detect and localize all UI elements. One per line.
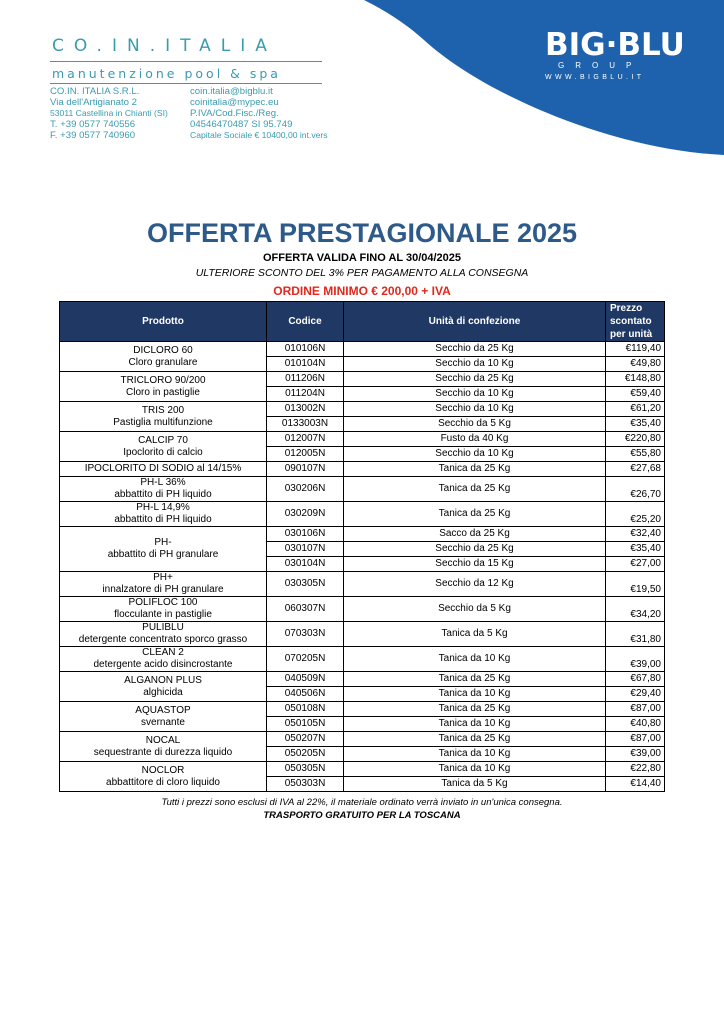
product-name: NOCLOR [141, 764, 185, 776]
unit-cell: Tanica da 5 Kg [344, 777, 606, 792]
code-cell: 011204N [267, 387, 344, 402]
price-cell: €25,20 [606, 502, 665, 527]
product-description: flocculante in pastiglie [114, 609, 212, 620]
product-cell [60, 527, 267, 572]
product-description: Pastiglia multifunzione [113, 416, 213, 428]
code-cell: 050207N [267, 732, 344, 747]
unit-cell: Secchio da 15 Kg [344, 557, 606, 572]
product-cell [60, 477, 267, 502]
code-cell: 013002N [267, 402, 344, 417]
unit-cell: Tanica da 25 Kg [344, 477, 606, 502]
product-name: DICLORO 60 [133, 344, 193, 356]
brand-corner-shape [364, 0, 724, 155]
product-description: Cloro in pastiglie [126, 386, 200, 398]
unit-cell: Secchio da 10 Kg [344, 387, 606, 402]
price-cell: €67,80 [606, 672, 665, 687]
price-cell: €87,00 [606, 732, 665, 747]
code-cell: 040509N [267, 672, 344, 687]
code-cell: 030305N [267, 572, 344, 597]
unit-cell: Secchio da 10 Kg [344, 402, 606, 417]
company-contact-block [190, 86, 328, 141]
company-capital: Capitale Sociale € 10400,00 int.vers [190, 130, 328, 140]
company-pec: coinitalia@mypec.eu [190, 97, 279, 108]
price-cell: €59,40 [606, 387, 665, 402]
table-header-row [60, 302, 665, 342]
unit-cell: Tanica da 5 Kg [344, 622, 606, 647]
product-description: svernante [141, 716, 185, 728]
table-row [60, 402, 665, 417]
price-cell: €148,80 [606, 372, 665, 387]
bigblu-website: WWW.BIGBLU.IT [545, 74, 645, 81]
company-fax: F. +39 0577 740960 [50, 130, 136, 141]
price-cell: €34,20 [606, 597, 665, 622]
unit-cell: Tanica da 25 Kg [344, 462, 606, 477]
page-title: OFFERTA PRESTAGIONALE 2025 [146, 218, 578, 248]
price-cell: €39,00 [606, 647, 665, 672]
product-name: PH- [154, 537, 172, 548]
table-row [60, 432, 665, 447]
product-cell [60, 702, 267, 732]
product-cell [60, 342, 267, 372]
price-cell: €87,00 [606, 702, 665, 717]
company-vat-number: 04546470487 SI 95.749 [190, 119, 293, 130]
product-name: POLIFLOC 100 [128, 597, 198, 608]
code-cell: 0133003N [267, 417, 344, 432]
product-name: AQUASTOP [135, 704, 191, 716]
company-phone: T. +39 0577 740556 [50, 119, 136, 130]
unit-cell: Secchio da 10 Kg [344, 447, 606, 462]
code-cell: 030107N [267, 542, 344, 557]
price-cell: €39,00 [606, 747, 665, 762]
unit-cell: Secchio da 25 Kg [344, 372, 606, 387]
company-email: coin.italia@bigblu.it [190, 86, 273, 97]
code-cell: 030206N [267, 477, 344, 502]
product-name: PH-L 36% [140, 477, 186, 488]
unit-cell: Tanica da 25 Kg [344, 672, 606, 687]
code-cell: 010106N [267, 342, 344, 357]
unit-cell: Tanica da 10 Kg [344, 647, 606, 672]
company-vat-label: P.IVA/Cod.Fisc./Reg. [190, 108, 279, 119]
table-row [60, 527, 665, 542]
price-cell: €29,40 [606, 687, 665, 702]
price-cell: €27,00 [606, 557, 665, 572]
product-cell [60, 672, 267, 702]
product-description: abbattito di PH liquido [114, 489, 212, 500]
company-tagline: manutenzione pool & spa [52, 66, 281, 81]
unit-cell: Tanica da 10 Kg [344, 747, 606, 762]
code-cell: 012007N [267, 432, 344, 447]
unit-cell: Tanica da 25 Kg [344, 702, 606, 717]
product-name: ALGANON PLUS [124, 674, 202, 686]
header-divider [50, 83, 322, 84]
unit-cell: Secchio da 25 Kg [344, 342, 606, 357]
header-divider [50, 61, 322, 62]
table-row [60, 597, 665, 622]
product-name: PH-L 14,9% [136, 502, 190, 513]
offer-extra-discount: ULTERIORE SCONTO DEL 3% PER PAGAMENTO ALLA CONSEGNA [195, 267, 529, 279]
code-cell: 012005N [267, 447, 344, 462]
header-price: Prezzo scontato per unità [606, 302, 665, 342]
product-cell [60, 402, 267, 432]
unit-cell: Tanica da 10 Kg [344, 762, 606, 777]
table-row [60, 762, 665, 777]
code-cell: 050205N [267, 747, 344, 762]
price-cell: €19,50 [606, 572, 665, 597]
price-cell: €35,40 [606, 417, 665, 432]
footer-note: Tutti i prezzi sono esclusi di IVA al 22%, il materiale ordinato verrà inviato in un'unica consegna. [161, 797, 563, 808]
bigblu-group-label: GROUP [558, 61, 643, 70]
unit-cell: Secchio da 5 Kg [344, 597, 606, 622]
table-row [60, 647, 665, 672]
code-cell: 030104N [267, 557, 344, 572]
unit-cell: Tanica da 25 Kg [344, 732, 606, 747]
product-name: CALCIP 70 [138, 434, 188, 446]
unit-cell: Tanica da 25 Kg [344, 502, 606, 527]
code-cell: 090107N [267, 462, 344, 477]
code-cell: 070205N [267, 647, 344, 672]
product-cell [60, 502, 267, 527]
price-cell: €22,80 [606, 762, 665, 777]
price-cell: €49,80 [606, 357, 665, 372]
unit-cell: Sacco da 25 Kg [344, 527, 606, 542]
table-row [60, 342, 665, 357]
product-description: abbattito di PH granulare [107, 549, 219, 560]
code-cell: 060307N [267, 597, 344, 622]
company-address-block [50, 86, 168, 141]
unit-cell: Tanica da 10 Kg [344, 687, 606, 702]
unit-cell: Fusto da 40 Kg [344, 432, 606, 447]
bigblu-logo: BIG·BLU [545, 27, 685, 63]
minimum-order: ORDINE MINIMO € 200,00 + IVA [273, 284, 451, 298]
product-description: alghicida [143, 686, 183, 698]
code-cell: 050105N [267, 717, 344, 732]
product-description: Ipoclorito di calcio [123, 446, 203, 458]
table-row [60, 462, 665, 477]
code-cell: 070303N [267, 622, 344, 647]
table-row [60, 702, 665, 717]
offer-validity: OFFERTA VALIDA FINO AL 30/04/2025 [262, 252, 462, 264]
price-cell: €14,40 [606, 777, 665, 792]
product-name: IPOCLORITO DI SODIO al 14/15% [84, 463, 242, 474]
product-cell [60, 762, 267, 792]
company-street: Via dell'Artigianato 2 [50, 97, 137, 108]
footer-shipping: TRASPORTO GRATUITO PER LA TOSCANA [263, 810, 461, 821]
company-city: 53011 Castellina in Chianti (SI) [50, 108, 168, 118]
price-cell: €35,40 [606, 542, 665, 557]
table-row [60, 622, 665, 647]
unit-cell: Tanica da 10 Kg [344, 717, 606, 732]
product-cell [60, 572, 267, 597]
product-name: TRIS 200 [141, 404, 185, 416]
price-cell: €27,68 [606, 462, 665, 477]
unit-cell: Secchio da 10 Kg [344, 357, 606, 372]
code-cell: 050303N [267, 777, 344, 792]
table-row [60, 502, 665, 527]
code-cell: 040506N [267, 687, 344, 702]
price-cell: €119,40 [606, 342, 665, 357]
table-row [60, 477, 665, 502]
table-row [60, 732, 665, 747]
code-cell: 010104N [267, 357, 344, 372]
header-unit: Unità di confezione [344, 302, 606, 342]
product-cell [60, 372, 267, 402]
code-cell: 030106N [267, 527, 344, 542]
price-cell: €40,80 [606, 717, 665, 732]
price-cell: €31,80 [606, 622, 665, 647]
product-description: detergente acido disincrostante [93, 659, 233, 670]
product-cell [60, 647, 267, 672]
product-name: CLEAN 2 [142, 647, 184, 658]
coinitalia-logo: CO.IN.ITALIA [52, 36, 277, 56]
unit-cell: Secchio da 25 Kg [344, 542, 606, 557]
product-cell [60, 462, 267, 477]
price-cell: €55,80 [606, 447, 665, 462]
code-cell: 030209N [267, 502, 344, 527]
price-cell: €32,40 [606, 527, 665, 542]
product-name: PULIBLU [142, 622, 184, 633]
unit-cell: Secchio da 12 Kg [344, 572, 606, 597]
price-table-body [60, 342, 665, 792]
price-cell: €26,70 [606, 477, 665, 502]
code-cell: 050108N [267, 702, 344, 717]
table-row [60, 372, 665, 387]
product-cell [60, 597, 267, 622]
product-cell [60, 732, 267, 762]
product-name: NOCAL [145, 734, 181, 746]
product-description: abbattito di PH liquido [114, 514, 212, 525]
company-name: CO.IN. ITALIA S.R.L. [50, 86, 140, 97]
product-description: sequestrante di durezza liquido [93, 746, 233, 758]
table-row [60, 572, 665, 597]
table-row [60, 672, 665, 687]
code-cell: 050305N [267, 762, 344, 777]
product-cell [60, 432, 267, 462]
price-cell: €220,80 [606, 432, 665, 447]
price-table [59, 301, 665, 792]
product-cell [60, 622, 267, 647]
product-description: Cloro granulare [128, 356, 198, 368]
code-cell: 011206N [267, 372, 344, 387]
product-name: PH+ [153, 572, 173, 583]
header-product: Prodotto [60, 302, 267, 342]
product-description: detergente concentrato sporco grasso [78, 634, 248, 645]
product-description: innalzatore di PH granulare [102, 584, 224, 595]
price-cell: €61,20 [606, 402, 665, 417]
unit-cell: Secchio da 5 Kg [344, 417, 606, 432]
product-description: abbattitore di cloro liquido [106, 776, 220, 788]
product-name: TRICLORO 90/200 [120, 374, 206, 386]
header-code: Codice [267, 302, 344, 342]
